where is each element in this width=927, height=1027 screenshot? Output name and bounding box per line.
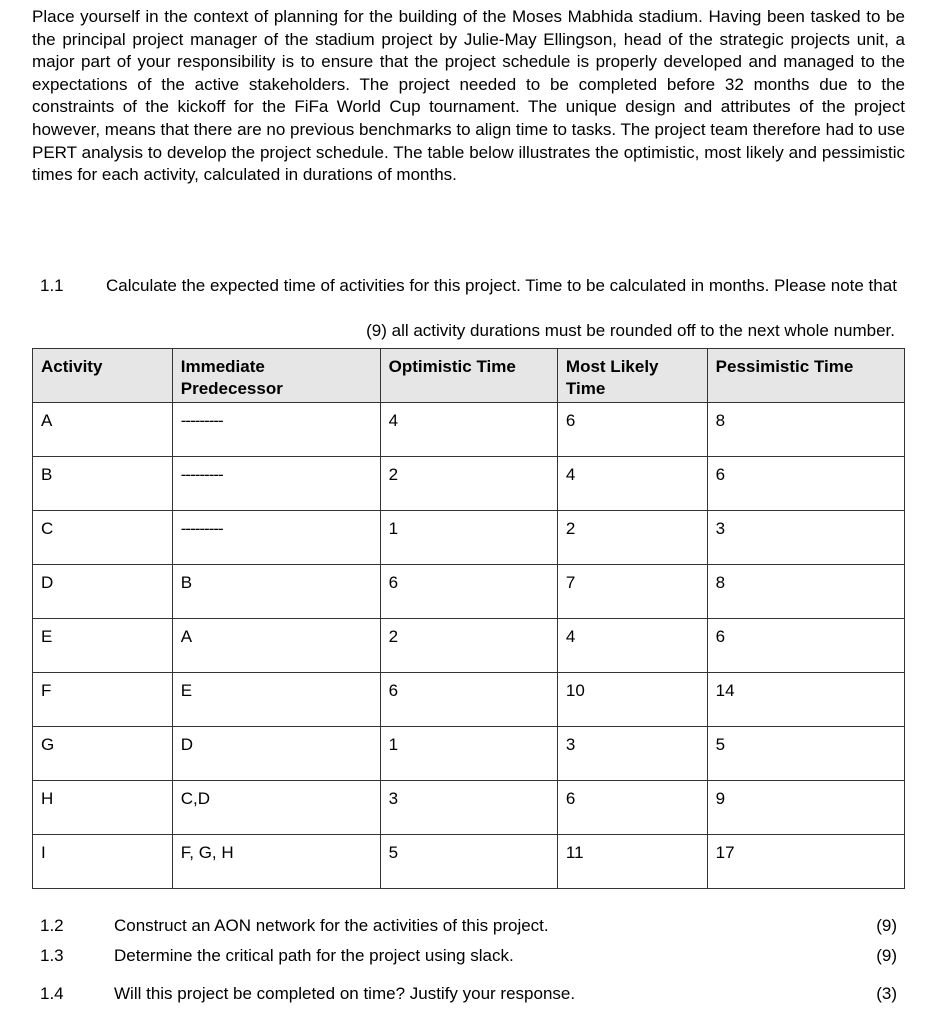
table-cell: --------- [172,403,380,457]
table-cell: 6 [557,781,707,835]
question-text: Determine the critical path for the project using slack. [114,946,514,965]
table-cell: 5 [707,727,904,781]
question-marks: (9) [876,946,897,965]
table-cell: 1 [380,727,557,781]
intro-paragraph: Place yourself in the context of planning for the building of the Moses Mabhida stadium. Having been tasked to be the principal project manager of the stadium project by Julie-May Ellingson, head of the strategic projects unit, a major part of your responsibility is to ensure that the project schedule is properly developed and managed to the expectations of the active stakeholders. The project needed to be completed before 32 months due to the constraints of the kickoff for the FiFa World Cup tournament. The unique design and attributes of the project however, means that there are no previous benchmarks to align time to tasks. The project team therefore had to use PERT analysis to develop the project schedule. The table below illustrates the optimistic, most likely and pessimistic times for each activity, calculated in durations of months. [32,7,905,185]
question-number: 1.2 [40,916,64,935]
question-1-1 [40,274,906,297]
column-header: Most Likely Time [557,349,707,403]
question-number: 1.4 [40,984,64,1003]
table-cell: 3 [380,781,557,835]
question-number: 1.3 [40,946,64,965]
table-cell: E [33,619,173,673]
table-cell: 5 [380,835,557,889]
table-cell: 3 [557,727,707,781]
table-cell: C,D [172,781,380,835]
table-cell: 9 [707,781,904,835]
table-cell: 8 [707,403,904,457]
table-cell: I [33,835,173,889]
table-cell: 4 [380,403,557,457]
table-cell: H [33,781,173,835]
table-cell: F, G, H [172,835,380,889]
column-header: Activity [33,349,173,403]
question-marks: (9) [876,916,897,935]
table-cell: A [33,403,173,457]
table-cell: A [172,619,380,673]
table-cell: G [33,727,173,781]
table-row [33,457,905,511]
table-row [33,403,905,457]
pert-table [32,348,905,889]
table-cell: 14 [707,673,904,727]
table-cell: 17 [707,835,904,889]
table-cell: --------- [172,457,380,511]
question-number: 1.1 [40,276,64,295]
table-row [33,565,905,619]
table-cell: 8 [707,565,904,619]
table-cell: 10 [557,673,707,727]
question-text: Construct an AON network for the activities of this project. [114,916,549,935]
table-cell: 2 [557,511,707,565]
question-text: Will this project be completed on time? Justify your response. [114,984,576,1003]
table-cell: 6 [380,565,557,619]
table-row [33,511,905,565]
question-text: Calculate the expected time of activities for this project. Time to be calculated in months. Please note that [106,276,897,295]
table-row [33,619,905,673]
question-1-1-note: (9) all activity durations must be rounded off to the next whole number. [366,321,895,340]
table-cell: 4 [557,619,707,673]
table-cell: F [33,673,173,727]
table-cell: 2 [380,457,557,511]
table-cell: B [33,457,173,511]
table-cell: B [172,565,380,619]
column-header: Optimistic Time [380,349,557,403]
table-cell: 3 [707,511,904,565]
table-cell: --------- [172,511,380,565]
table-cell: 1 [380,511,557,565]
table-cell: C [33,511,173,565]
table-cell: E [172,673,380,727]
table-cell: 6 [380,673,557,727]
table-cell: 6 [707,619,904,673]
table-row [33,835,905,889]
column-header: Pessimistic Time [707,349,904,403]
table-cell: 2 [380,619,557,673]
table-row [33,781,905,835]
table-cell: 6 [707,457,904,511]
table-cell: 6 [557,403,707,457]
table-row [33,727,905,781]
question-marks: (3) [876,984,897,1003]
table-cell: D [33,565,173,619]
table-cell: 11 [557,835,707,889]
table-row [33,673,905,727]
column-header: Immediate Predecessor [172,349,380,403]
table-cell: 4 [557,457,707,511]
table-cell: 7 [557,565,707,619]
table-cell: D [172,727,380,781]
